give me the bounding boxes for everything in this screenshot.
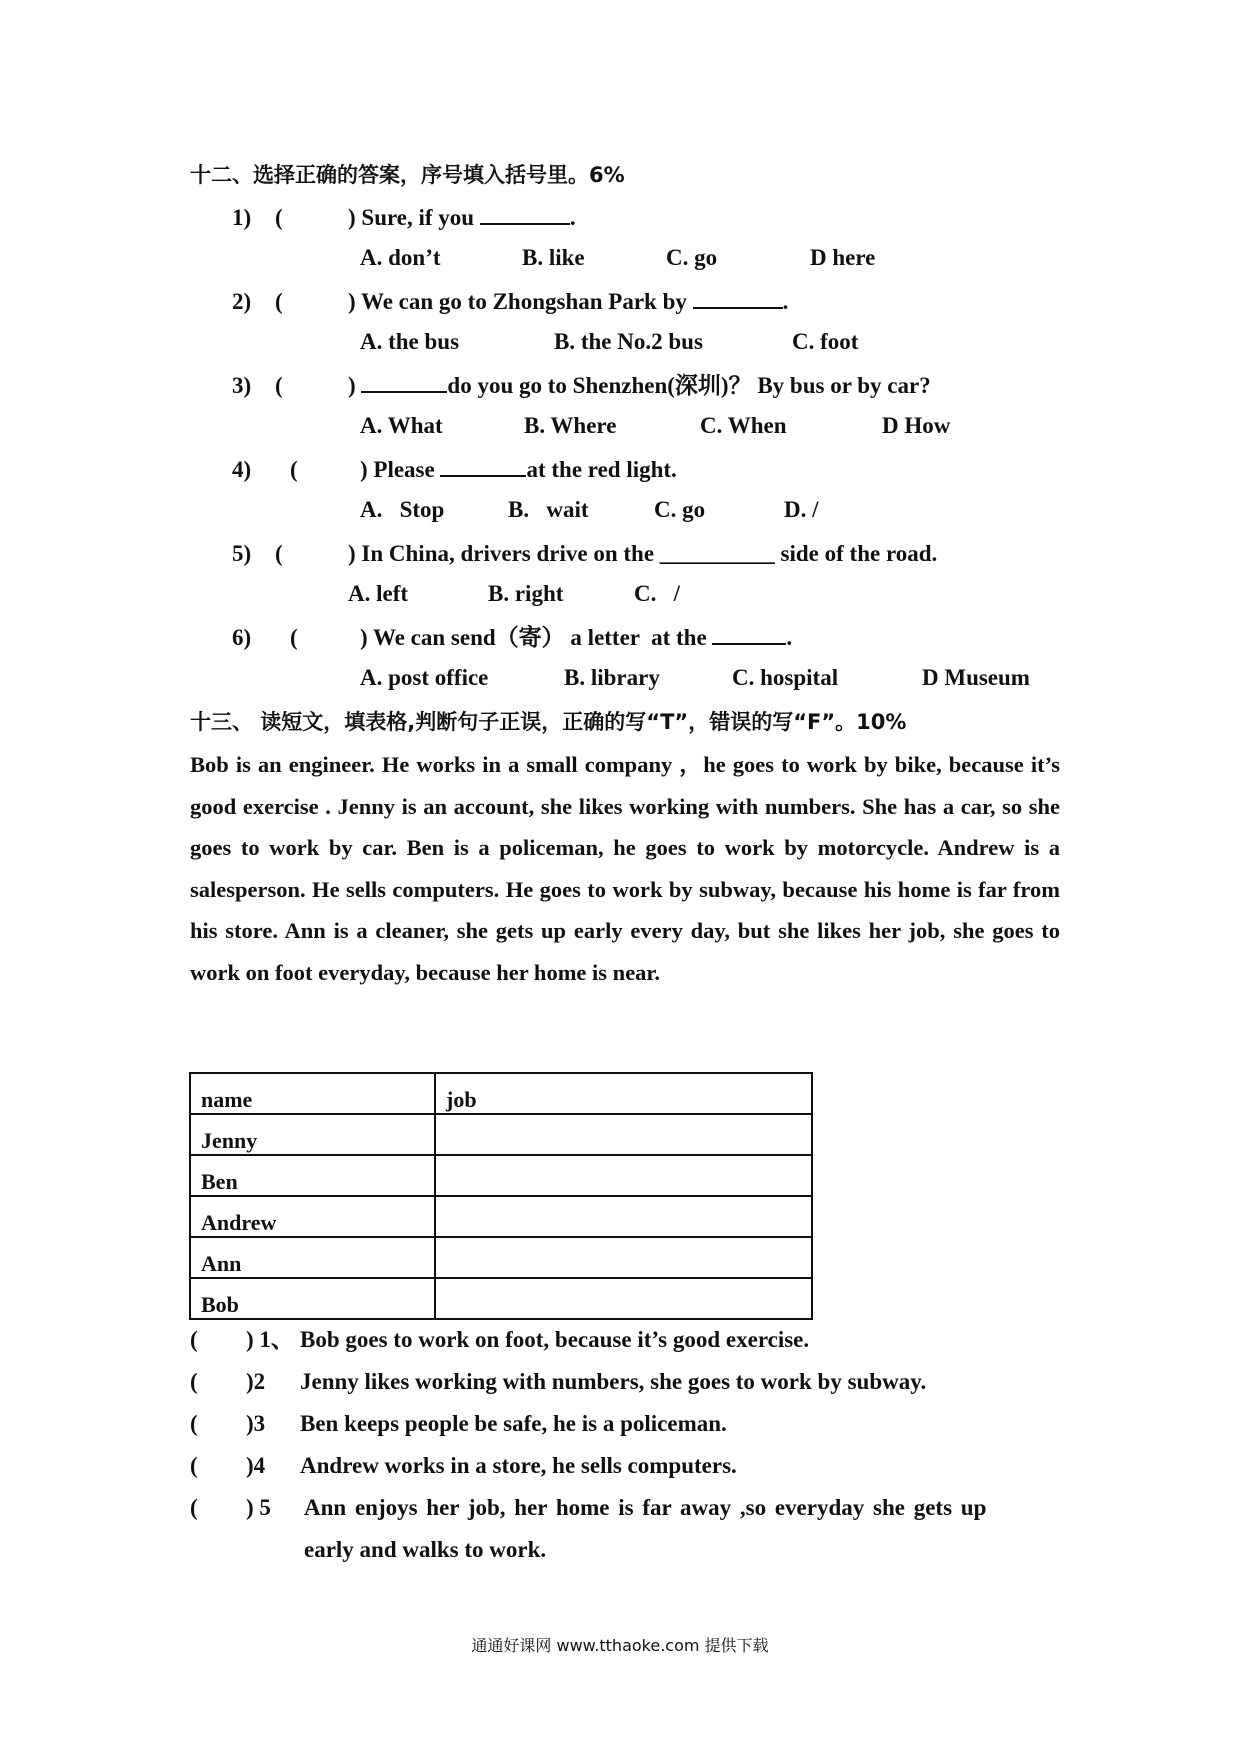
table-row: [190, 1237, 812, 1278]
name-job-table: [189, 1072, 813, 1320]
table-header-job: job: [435, 1073, 812, 1114]
judgement-1-text: Bob goes to work on foot, because it’s good exercise.: [300, 1327, 810, 1352]
q3-option-b: B. Where: [524, 413, 617, 438]
q5-stem: ) In China, drivers drive on the __________ side of the road.: [348, 541, 938, 566]
answer-blank: [693, 287, 783, 309]
judgement-4-paren: (: [190, 1453, 198, 1478]
q4-number: 4): [232, 457, 252, 482]
judgement-2-text: Jenny likes working with numbers, she goes to work by subway.: [300, 1369, 927, 1394]
table-cell-job-blank[interactable]: [435, 1196, 812, 1237]
table-cell-job-blank[interactable]: [435, 1155, 812, 1196]
q3-paren: (: [275, 373, 283, 398]
table-header-row: [190, 1073, 812, 1114]
q5-option-a: A. left: [348, 581, 409, 606]
q6-option-c: C. hospital: [732, 665, 839, 690]
q6-option-a: A. post office: [360, 665, 489, 690]
q4-option-c: C. go: [654, 497, 706, 522]
q6-option-d: D Museum: [922, 665, 1030, 690]
judgement-1-close: ) 1、: [246, 1327, 294, 1352]
table-cell-name: Ben: [190, 1155, 435, 1196]
q1-option-a: A. don’t: [360, 245, 441, 270]
q3-option-d: D How: [882, 413, 951, 438]
table-header-name: name: [190, 1073, 435, 1114]
q3-number: 3): [232, 373, 252, 398]
q3-option-c: C. When: [700, 413, 787, 438]
judgement-3-paren: (: [190, 1411, 198, 1436]
judgement-5-text-continued: early and walks to work.: [304, 1537, 547, 1562]
judgement-4-text: Andrew works in a store, he sells computers.: [300, 1453, 737, 1478]
q1-paren: (: [275, 205, 283, 230]
q5-number: 5): [232, 541, 252, 566]
q6-number: 6): [232, 625, 252, 650]
q4-option-a: A. Stop: [360, 497, 445, 522]
judgement-3-text: Ben keeps people be safe, he is a policeman.: [300, 1411, 727, 1436]
judgement-2-paren: (: [190, 1369, 198, 1394]
table-cell-name: Andrew: [190, 1196, 435, 1237]
answer-blank: [480, 203, 570, 225]
q2-paren: (: [275, 289, 283, 314]
judgement-2-close: )2: [246, 1369, 266, 1394]
q3-option-a: A. What: [360, 413, 443, 438]
q5-option-c: C. /: [634, 581, 680, 606]
judgement-5-text: Ann enjoys her job, her home is far away ,so everyday she gets up: [304, 1495, 987, 1520]
q2-option-a: A. the bus: [360, 329, 460, 354]
table-row: [190, 1114, 812, 1155]
q1-option-c: C. go: [666, 245, 718, 270]
answer-blank: [440, 455, 526, 477]
q1-option-b: B. like: [522, 245, 585, 270]
answer-blank: [361, 371, 447, 393]
q5-option-b: B. right: [488, 581, 564, 606]
q1-stem: ) Sure, if you .: [348, 205, 576, 230]
judgement-5-paren: (: [190, 1495, 198, 1520]
q1-option-d: D here: [810, 245, 876, 270]
table-cell-name: Ann: [190, 1237, 435, 1278]
judgement-3-close: )3: [246, 1411, 266, 1436]
q2-stem: ) We can go to Zhongshan Park by .: [348, 289, 789, 314]
section-13-heading: 十三、 读短文，填表格,判断句子正误，正确的写“T”，错误的写“F”。10%: [190, 710, 907, 734]
judgement-4-close: )4: [246, 1453, 266, 1478]
table-cell-job-blank[interactable]: [435, 1114, 812, 1155]
q6-stem: ) We can send（寄） a letter at the .: [360, 625, 793, 650]
q3-stem: ) do you go to Shenzhen(深圳)？ By bus or by car?: [348, 373, 931, 398]
table-row: [190, 1278, 812, 1319]
q6-paren: (: [290, 625, 298, 650]
q6-option-b: B. library: [564, 665, 660, 690]
table-cell-name: Jenny: [190, 1114, 435, 1155]
q5-paren: (: [275, 541, 283, 566]
table-row: [190, 1196, 812, 1237]
table-cell-name: Bob: [190, 1278, 435, 1319]
judgement-1-paren: (: [190, 1327, 198, 1352]
q4-option-b: B. wait: [508, 497, 589, 522]
table-cell-job-blank[interactable]: [435, 1278, 812, 1319]
q4-option-d: D. /: [784, 497, 819, 522]
answer-blank: [712, 623, 786, 645]
q4-stem: ) Please at the red light.: [360, 457, 677, 482]
q2-option-c: C. foot: [792, 329, 859, 354]
q2-number: 2): [232, 289, 252, 314]
q2-option-b: B. the No.2 bus: [554, 329, 703, 354]
q1-number: 1): [232, 205, 252, 230]
judgement-5-close: ) 5: [246, 1495, 271, 1520]
q4-paren: (: [290, 457, 298, 482]
reading-passage: Bob is an engineer. He works in a small company ，he goes to work by bike, because it’s good exercise . Jenny is an account, she likes working with numbers. She has a car, so she goes to work by car. Ben is a policeman, he goes to work by motorcycle. Andrew is a salesperson. He sells computers. He goes to work by subway, because his home is far from his store. Ann is a cleaner, she gets up early every day, but she likes her job, she goes to work on foot everyday, because her home is near.: [190, 752, 1060, 985]
section-12-heading: 十二、选择正确的答案，序号填入括号里。6%: [190, 163, 625, 187]
footer-credit: 通通好课网 www.tthaoke.com 提供下载: [471, 1636, 769, 1655]
table-cell-job-blank[interactable]: [435, 1237, 812, 1278]
table-row: [190, 1155, 812, 1196]
